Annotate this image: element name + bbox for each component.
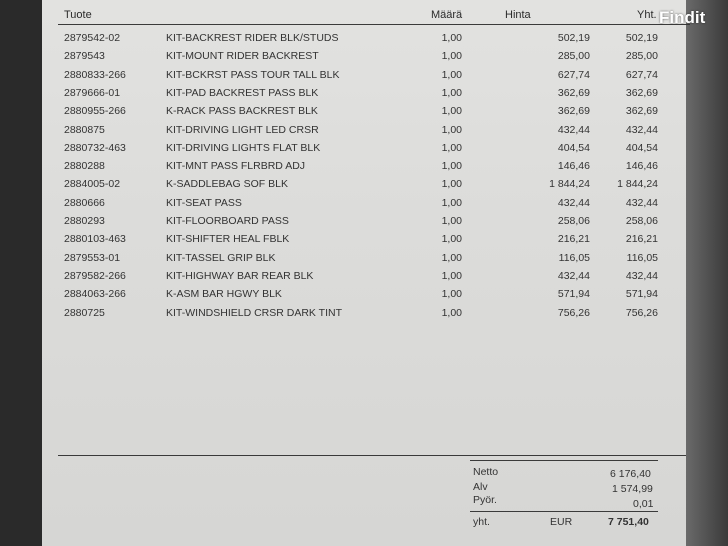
item-description: K-SADDLEBAG SOF BLK [166, 178, 288, 191]
item-total: 756,26 [625, 306, 658, 319]
item-price: 432,44 [557, 269, 590, 282]
item-description: K-ASM BAR HGWY BLK [166, 288, 282, 301]
item-quantity: 1,00 [441, 306, 462, 319]
total-divider [470, 511, 658, 512]
item-description: KIT-HIGHWAY BAR REAR BLK [166, 269, 314, 282]
column-total: Yht. [637, 9, 657, 21]
item-quantity: 1,00 [441, 50, 462, 63]
item-description: KIT-DRIVING LIGHTS FLAT BLK [166, 141, 321, 154]
item-code: 2879543 [64, 50, 105, 63]
item-quantity: 1,00 [441, 251, 462, 264]
item-price: 502,19 [557, 32, 590, 44]
item-total: 216,21 [625, 233, 658, 246]
item-price: 432,44 [557, 196, 590, 209]
item-total: 258,06 [625, 215, 658, 227]
item-description: KIT-FLOORBOARD PASS [166, 215, 289, 227]
item-quantity: 1,00 [441, 141, 462, 154]
item-price: 432,44 [557, 123, 590, 136]
item-description: KIT-BCKRST PASS TOUR TALL BLK [166, 68, 340, 81]
findit-logo [659, 8, 705, 28]
pyor-label: Pyör. [473, 494, 497, 506]
item-price: 404,54 [557, 141, 590, 154]
netto-label: Netto [473, 466, 499, 478]
item-total: 285,00 [625, 50, 658, 63]
item-code: 2879553-01 [64, 251, 121, 264]
item-code: 2880103-463 [64, 233, 126, 246]
item-quantity: 1,00 [441, 86, 462, 99]
item-quantity: 1,00 [441, 160, 462, 173]
item-code: 2880955-266 [64, 105, 126, 118]
column-product: Tuote [64, 9, 92, 21]
item-price: 285,00 [557, 50, 590, 63]
item-total: 404,54 [625, 141, 658, 154]
item-total: 362,69 [625, 105, 658, 118]
item-price: 116,05 [558, 251, 590, 264]
netto-value: 6 176,40 [610, 468, 651, 480]
item-description: KIT-DRIVING LIGHT LED CRSR [166, 123, 319, 136]
item-quantity: 1,00 [441, 68, 462, 81]
item-quantity: 1,00 [441, 105, 462, 118]
item-code: 2880833-266 [64, 68, 126, 81]
item-quantity: 1,00 [441, 123, 462, 136]
item-code: 2879582-266 [64, 269, 126, 282]
alv-label: Alv [473, 481, 488, 493]
item-total: 116,05 [626, 251, 658, 264]
item-code: 2880732-463 [64, 141, 126, 154]
item-total: 432,44 [625, 269, 658, 282]
item-code: 2880725 [64, 306, 105, 319]
item-code: 2884005-02 [64, 178, 121, 191]
logo-text: Findit [659, 8, 706, 27]
item-price: 627,74 [557, 68, 590, 81]
item-description: KIT-TASSEL GRIP BLK [166, 251, 276, 264]
item-code: 2879542-02 [64, 32, 121, 44]
currency-label: EUR [550, 516, 573, 528]
item-quantity: 1,00 [441, 233, 462, 246]
item-quantity: 1,00 [441, 288, 462, 301]
item-price: 258,06 [557, 215, 590, 227]
item-description: KIT-SEAT PASS [166, 196, 242, 209]
item-quantity: 1,00 [441, 269, 462, 282]
item-code: 2880666 [64, 196, 105, 209]
item-quantity: 1,00 [441, 215, 462, 227]
item-description: KIT-MOUNT RIDER BACKREST [166, 50, 319, 63]
item-total: 146,46 [625, 160, 658, 173]
item-quantity: 1,00 [441, 32, 462, 44]
item-price: 216,21 [557, 233, 590, 246]
item-total: 627,74 [625, 68, 658, 81]
column-qty: Määrä [431, 9, 463, 21]
item-total: 1 844,24 [617, 178, 658, 191]
item-description: KIT-MNT PASS FLRBRD ADJ [166, 160, 306, 173]
item-code: 2879666-01 [64, 86, 121, 99]
item-quantity: 1,00 [441, 196, 462, 209]
item-total: 432,44 [625, 196, 658, 209]
item-price: 362,69 [557, 105, 590, 118]
item-description: KIT-SHIFTER HEAL FBLK [166, 233, 290, 246]
item-total: 432,44 [625, 123, 658, 136]
item-code: 2880293 [64, 215, 105, 227]
item-price: 756,26 [557, 306, 590, 319]
item-price: 1 844,24 [549, 178, 590, 191]
item-total: 571,94 [625, 288, 658, 301]
item-price: 571,94 [557, 288, 590, 301]
item-code: 2884063-266 [64, 288, 126, 301]
item-price: 146,46 [557, 160, 590, 173]
alv-value: 1 574,99 [612, 483, 653, 495]
item-description: KIT-WINDSHIELD CRSR DARK TINT [166, 306, 342, 319]
column-price: Hinta [505, 9, 531, 21]
item-total: 502,19 [625, 32, 658, 44]
total-label: yht. [473, 516, 490, 528]
pyor-value: 0,01 [633, 498, 654, 510]
item-total: 362,69 [625, 86, 658, 99]
item-quantity: 1,00 [441, 178, 462, 191]
item-price: 362,69 [557, 86, 590, 99]
item-description: K-RACK PASS BACKREST BLK [166, 105, 318, 118]
item-code: 2880875 [64, 123, 105, 136]
total-value: 7 751,40 [608, 516, 649, 528]
item-description: KIT-BACKREST RIDER BLK/STUDS [166, 32, 339, 44]
item-code: 2880288 [64, 160, 105, 173]
item-description: KIT-PAD BACKREST PASS BLK [166, 86, 319, 99]
